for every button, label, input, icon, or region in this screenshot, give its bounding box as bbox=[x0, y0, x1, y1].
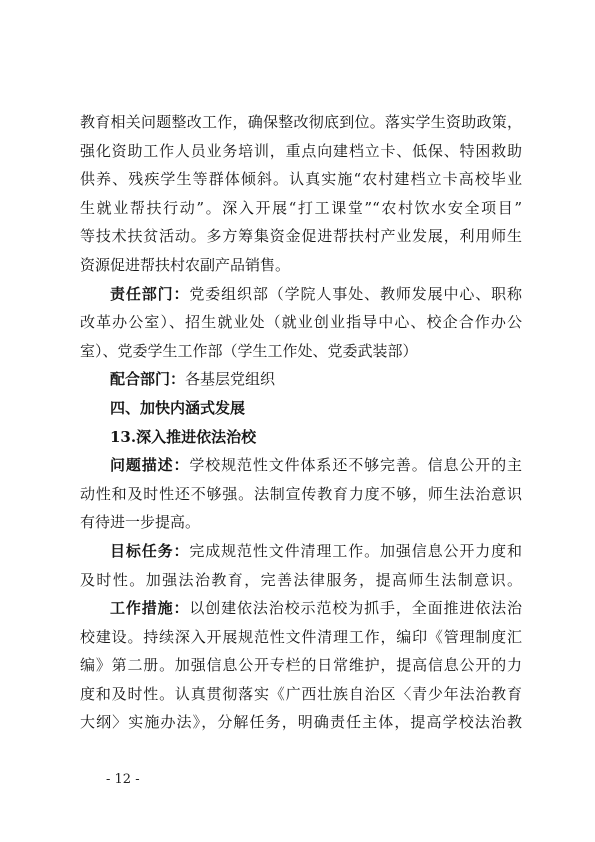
body-line: 教育相关问题整改工作，确保整改彻底到位。落实学生资助政策， bbox=[80, 113, 522, 131]
page-number: - 12 - bbox=[106, 772, 140, 787]
body-line: 度和及时性。认真贯彻落实《广西壮族自治区〈青少年法治教育 bbox=[80, 684, 522, 703]
subsection-heading: 13.深入推进依法治校 bbox=[110, 427, 257, 446]
body-text: 完成规范性文件清理工作。加强信息公开力度和 bbox=[189, 541, 522, 560]
target-tasks-label: 目标任务： bbox=[110, 541, 190, 560]
body-line: 编》第二册。加强信息公开专栏的日常维护，提高信息公开的力 bbox=[80, 656, 522, 675]
cooperating-departments-label: 配合部门： bbox=[110, 370, 186, 389]
target-tasks-line bbox=[80, 537, 522, 566]
body-line: 及时性。加强法治教育，完善法律服务，提高师生法制意识。 bbox=[80, 570, 522, 589]
body-line: 有待进一步提高。 bbox=[80, 513, 201, 532]
body-text: 各基层党组织 bbox=[185, 370, 276, 389]
body-line: 大纲〉实施办法》，分解任务，明确责任主体，提高学校法治教 bbox=[80, 713, 522, 732]
cooperating-departments-line bbox=[80, 365, 522, 394]
body-text: 党委组织部（学院人事处、教师发展中心、职称 bbox=[189, 284, 522, 303]
body-line: 供养、残疾学生等群体倾斜。认真实施“农村建档立卡高校毕业 bbox=[80, 170, 522, 189]
body-line: 动性和及时性还不够强。法制宣传教育力度不够，师生法治意识 bbox=[80, 484, 522, 503]
problem-description-line bbox=[80, 451, 522, 480]
body-line: 强化资助工作人员业务培训，重点向建档立卡、低保、特困救助 bbox=[80, 141, 522, 160]
body-line: 改革办公室）、招生就业处（就业创业指导中心、校企合作办公 bbox=[80, 313, 522, 332]
responsible-departments-line bbox=[80, 280, 522, 309]
work-measures-line bbox=[80, 594, 522, 623]
work-measures-label: 工作措施： bbox=[110, 599, 190, 618]
body-line: 资源促进帮扶村农副产品销售。 bbox=[80, 255, 291, 274]
problem-description-label: 问题描述： bbox=[110, 456, 190, 475]
body-line: 生就业帮扶行动”。深入开展“打工课堂”“农村饮水安全项目” bbox=[80, 198, 522, 217]
responsible-departments-label: 责任部门： bbox=[110, 284, 190, 303]
body-line: 校建设。持续深入开展规范性文件清理工作，编印《管理制度汇 bbox=[80, 627, 522, 646]
body-line: 室）、党委学生工作部（学生工作处、党委武装部） bbox=[80, 341, 418, 360]
body-text: 以创建依法治校示范校为抓手，全面推进依法治 bbox=[189, 599, 522, 618]
body-text: 学校规范性文件体系还不够完善。信息公开的主 bbox=[189, 456, 522, 475]
document-body bbox=[80, 108, 522, 737]
body-line: 等技术扶贫活动。多方筹集资金促进帮扶村产业发展，利用师生 bbox=[80, 227, 522, 246]
section-heading: 四、加快内涵式发展 bbox=[110, 398, 246, 417]
